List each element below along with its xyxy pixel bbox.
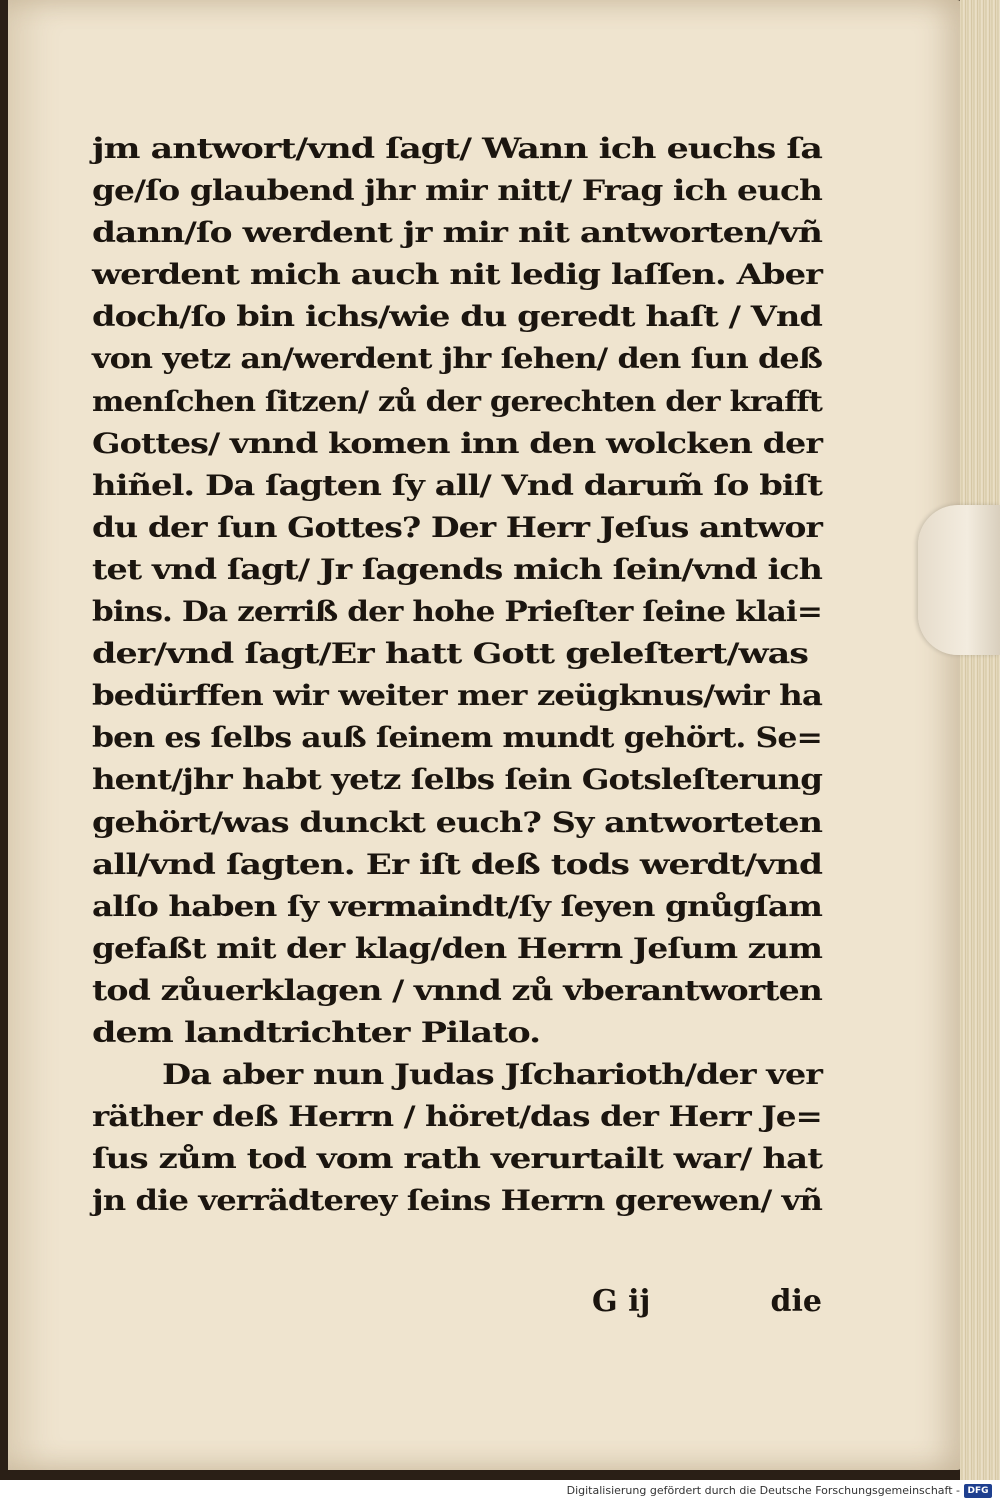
text-line: bins. Da zerriß der hohe Prieſter ſeine klai=: [92, 595, 822, 629]
text-line: räther deß Herrn / höret/das der Herr Je=: [92, 1100, 822, 1134]
clasp-tab: [918, 505, 1000, 655]
text-line: werdent mich auch nit ledig laſſen. Aber: [92, 258, 822, 292]
text-line: menſchen ſitzen/ zů der gerechten der krafft: [92, 384, 822, 418]
blackletter-text-block: [92, 128, 822, 1222]
text-line: du der ſun Gottes? Der Herr Jeſus antwor: [92, 510, 822, 544]
text-line: jm antwort/vnd ſagt/ Wann ich euchs ſa: [92, 132, 822, 165]
page-footer-line: [92, 1284, 822, 1334]
text-line: der/vnd ſagt/Er hatt Gott geleſtert/was: [92, 637, 808, 671]
text-line: gehört/was dunckt euch? Sy antworteten: [92, 805, 822, 839]
text-line: alſo haben ſy vermaindt/ſy ſeyen gnůgſam: [92, 889, 822, 923]
text-line: ſus zům tod vom rath verurtailt war/ hat: [92, 1142, 822, 1176]
catchword: die: [770, 1284, 822, 1319]
text-line: Da aber nun Judas Jſcharioth/der ver: [162, 1058, 822, 1092]
text-line: Gottes/ vnnd komen inn den wolcken der: [92, 426, 822, 460]
text-line: gefaßt mit der klag/den Herrn Jeſum zum: [92, 931, 822, 965]
credit-bar: [0, 1480, 1000, 1502]
text-line: ge/ſo glaubend jhr mir nitt/ Frag ich euch: [92, 174, 822, 208]
text-line: von yetz an/werdent jhr ſehen/ den ſun deß: [92, 342, 823, 376]
signature-mark: G ij: [592, 1284, 651, 1319]
text-line: ben es ſelbs auß ſeinem mundt gehört. Se=: [92, 721, 822, 755]
text-line: dem landtrichter Pilato.: [92, 1015, 541, 1049]
text-line: bedürffen wir weiter mer zeügknus/wir ha: [92, 679, 823, 713]
text-line: jn die verrädterey ſeins Herrn gerewen/ vñ: [92, 1184, 822, 1218]
text-line: hiñel. Da ſagten ſy all/ Vnd darum̃ ſo biſt: [92, 468, 822, 502]
text-line: doch/ſo bin ichs/wie du geredt haſt / Vnd: [92, 300, 822, 334]
page-edges: [960, 0, 1000, 1480]
text-line: all/vnd ſagten. Er iſt deß tods werdt/vnd: [92, 847, 822, 881]
funding-credit: Digitalisierung gefördert durch die Deutsche Forschungsgemeinschaft -: [566, 1484, 960, 1497]
text-line: dann/ſo werdent jr mir nit antworten/vñ: [92, 216, 822, 250]
dfg-logo: DFG: [964, 1484, 992, 1498]
text-line: tod zůuerklagen / vnnd zů vberantworten: [92, 973, 822, 1007]
text-line: tet vnd ſagt/ Jr ſagends mich ſein/vnd ich: [92, 552, 822, 586]
text-line: hent/jhr habt yetz ſelbs ſein Gotsleſterung: [92, 763, 823, 797]
